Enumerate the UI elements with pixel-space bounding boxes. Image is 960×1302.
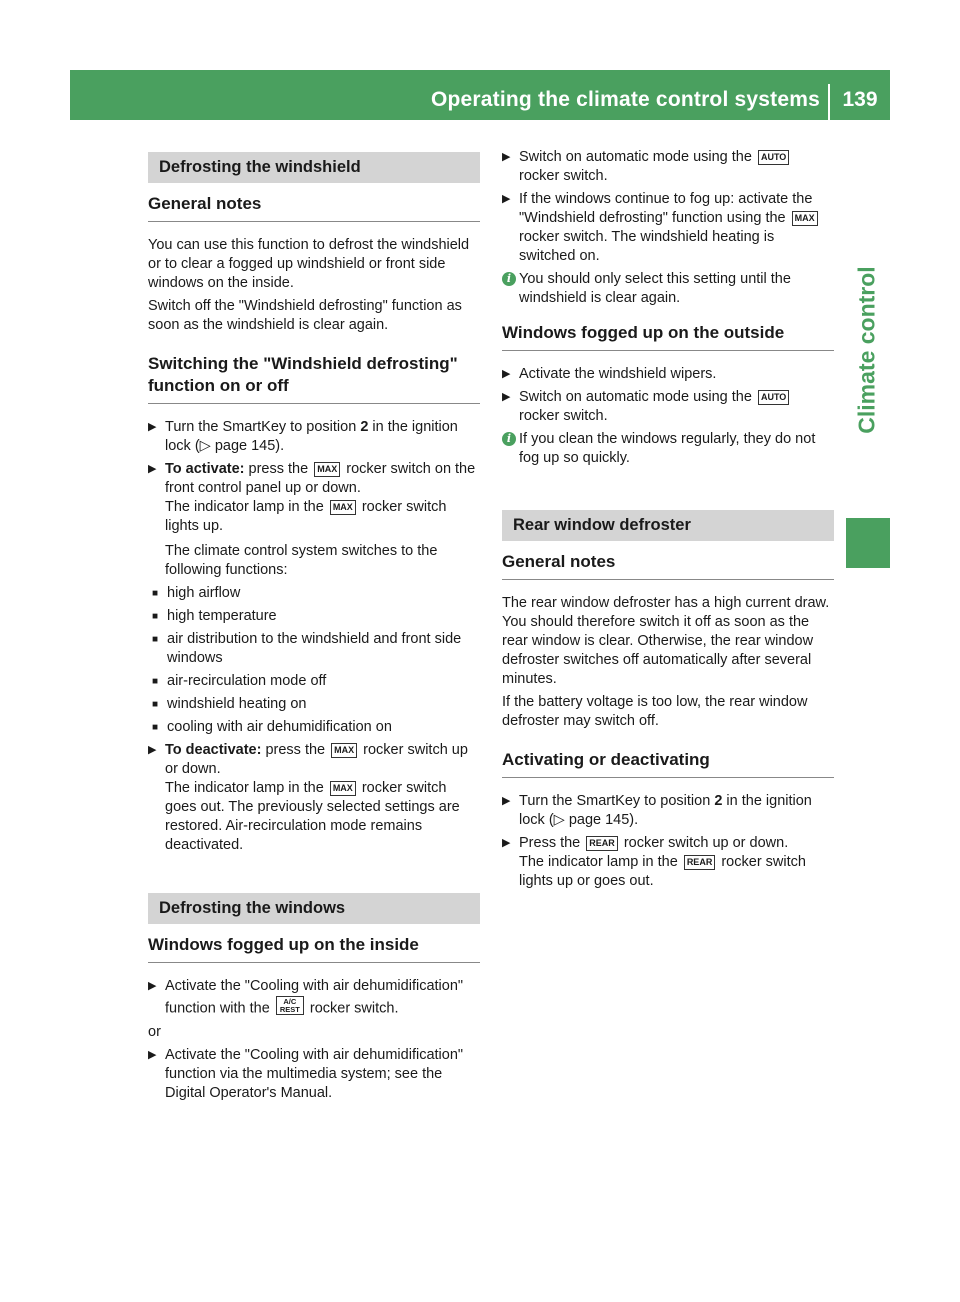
step-arrow-icon: ▶ [502,151,511,163]
instruction-step: ▶ Switch on automatic mode using the AUTO rocker switch. [502,388,834,426]
info-icon: i [502,272,516,286]
instruction-step: ▶ Turn the SmartKey to position 2 in the ignition lock (▷ page 145). [502,793,812,828]
instruction-step: ▶ Press the REAR rocker switch up or down. The indicator lamp in the REAR rocker switch lights up or goes out. [502,835,806,889]
instruction-step: ▶ Activate the "Cooling with air dehumidification" function via the multimedia system; see the Digital Operator's Manual. [148,1046,464,1101]
instruction-step: ▶ Activate the windshield wipers. [502,366,717,382]
max-defrost-icon: MAX [330,500,356,515]
paragraph: Switch off the "Windshield defrosting" function as soon as the windshield is clear again. [148,298,462,333]
step-arrow-icon: ▶ [148,1048,157,1061]
paragraph: You can use this function to defrost the windshield or to clear a fogged up windshield or front side windows on the inside. [148,237,470,291]
right-column [502,148,834,895]
section-title-defrost-windows: Defrosting the windows [148,893,480,924]
bullet-icon: ■ [152,588,159,599]
header-bar [70,70,890,120]
paragraph: If the battery voltage is too low, the rear window defroster may switch off. [502,694,808,729]
step-arrow-icon: ▶ [502,193,511,205]
section-title-defrost-windshield: Defrosting the windshield [148,152,480,183]
subsection-switching: Switching the "Windshield defrosting" function on or off [148,353,480,404]
step-arrow-icon: ▶ [502,391,511,403]
subsection-fogged-outside: Windows fogged up on the outside [502,322,834,351]
instruction-step-deactivate: ▶ To deactivate: press the MAX rocker switch up or down. The indicator lamp in the MAX rocker switch goes out. The previously selected settings are restored. Air-recirculation mode remains deactivated. [148,742,468,853]
subsection-activating: Activating or deactivating [502,749,834,778]
step-arrow-icon: ▶ [148,980,157,992]
side-tab-marker [846,518,890,568]
page-title: Operating the climate control systems [430,88,820,111]
list-item: ■ high temperature [152,608,277,624]
step-arrow-icon: ▶ [502,795,511,807]
step-arrow-icon: ▶ [502,837,511,849]
rear-defrost-icon: REAR [586,836,618,851]
bullet-icon: ■ [152,676,159,687]
step-arrow-icon: ▶ [148,421,157,433]
list-item: ■ high airflow [152,585,241,601]
subsection-general-notes: General notes [148,193,480,222]
info-note: i You should only select this setting until the windshield is clear again. [502,270,834,308]
side-tab [844,210,890,490]
instruction-step: ▶ Turn the SmartKey to position 2 in the ignition lock (▷ page 145). [148,419,458,454]
auto-icon: AUTO [758,390,789,405]
instruction-step: ▶ Switch on automatic mode using the AUTO rocker switch. [502,148,834,186]
paragraph: The rear window defroster has a high current draw. You should therefore switch it off as soon as the rear window is clear. Otherwise, the rear window defroster switches off automatically after several minutes. [502,595,830,687]
step-arrow-icon: ▶ [148,463,157,475]
auto-icon: AUTO [758,150,789,165]
instruction-step: ▶ Activate the "Cooling with air dehumidification" function with the A/C REST rocker switch. [148,978,464,1017]
info-note: i If you clean the windows regularly, they do not fog up so quickly. [502,430,834,468]
max-defrost-icon: MAX [330,781,356,796]
ac-rest-icon: A/C REST [276,996,304,1015]
subsection-fogged-inside: Windows fogged up on the inside [148,934,480,963]
bullet-icon: ■ [152,634,159,645]
instruction-step-activate: ▶ To activate: press the MAX rocker switch on the front control panel up or down. The indicator lamp in the MAX rocker switch lights up. The climate control system switches to the following functions: [148,461,476,578]
instruction-step: ▶ If the windows continue to fog up: activate the "Windshield defrosting" function using the MAX rocker switch. The windshield heating is switched on. [502,190,834,266]
bullet-icon: ■ [152,722,159,733]
subsection-general-notes: General notes [502,551,834,580]
page-number: 139 [842,88,878,111]
list-item: ■ air-recirculation mode off [152,673,327,689]
list-item: ■ cooling with air dehumidification on [152,719,392,735]
step-arrow-icon: ▶ [148,744,157,756]
list-item: ■ windshield heating on [152,696,307,712]
bullet-icon: ■ [152,699,159,710]
step-arrow-icon: ▶ [502,368,511,380]
max-defrost-icon: MAX [314,462,340,477]
list-item: ■ air distribution to the windshield and front side windows [152,631,462,666]
max-defrost-icon: MAX [792,211,818,226]
info-icon: i [502,432,516,446]
left-column [148,152,480,1107]
or-text: or [148,1023,161,1040]
rear-defrost-icon: REAR [684,855,716,870]
side-tab-label: Climate control [853,266,880,434]
section-title-rear-defroster: Rear window defroster [502,510,834,541]
bullet-icon: ■ [152,611,159,622]
max-defrost-icon: MAX [331,743,357,758]
